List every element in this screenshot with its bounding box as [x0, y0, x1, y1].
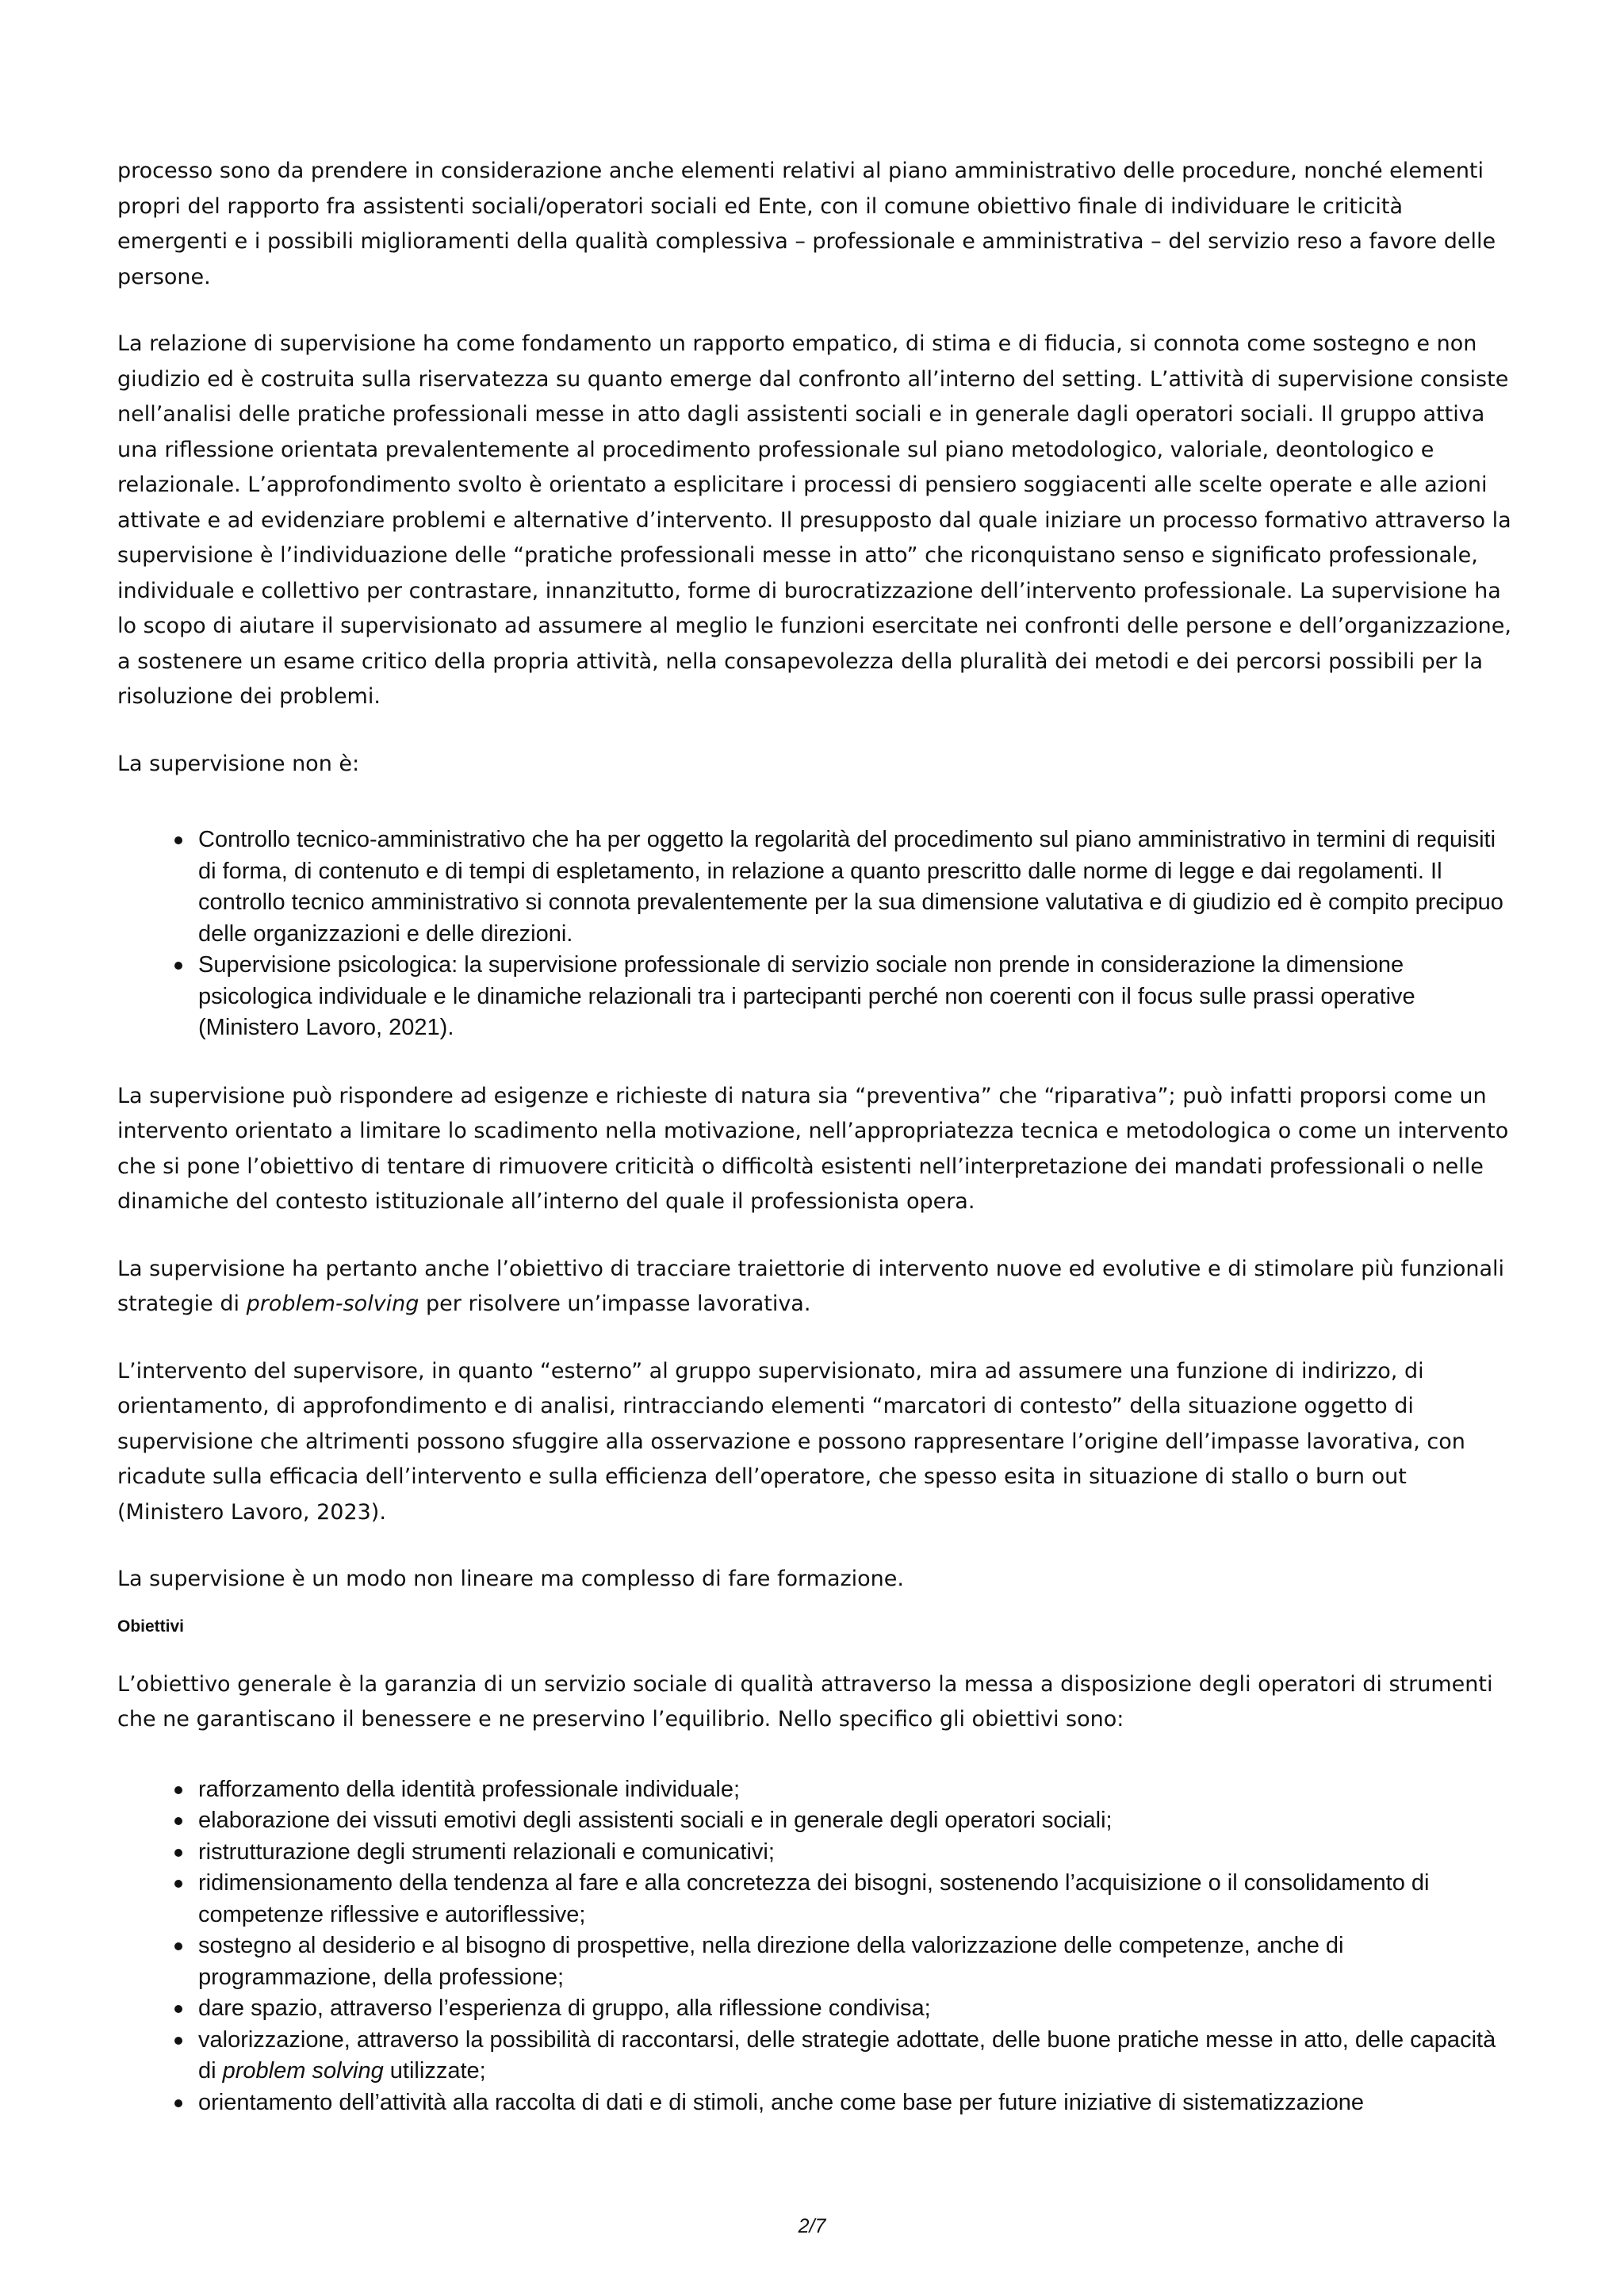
bullet-icon: [174, 1849, 182, 1857]
list-item: [198, 1931, 1513, 1993]
list-item-text: ridimensionamento della tendenza al fare e alla concretezza dei bisogni, sostenendo l’acquisizione o il consolidamento di competenze riflessive e autoriflessive;: [198, 1870, 1430, 1927]
list-item: [198, 1805, 1513, 1837]
bullet-icon: [174, 1880, 182, 1888]
list-item-text: elaborazione dei vissuti emotivi degli assistenti sociali e in generale degli operatori sociali;: [198, 1808, 1113, 1833]
text-run: per risolvere un’impasse lavorativa.: [419, 1292, 811, 1316]
bullet-icon: [174, 2099, 182, 2107]
text-run: valorizzazione, attraverso la possibilità di raccontarsi, delle strategie adottate, delle buone pratiche messe in atto, delle capacità di: [198, 2026, 1496, 2084]
paragraph: [117, 1252, 1513, 1322]
bullet-icon: [174, 836, 182, 844]
list-item: [198, 1868, 1513, 1931]
page-content: [117, 154, 1513, 2118]
bullet-icon: [174, 1786, 182, 1794]
bullet-icon: [174, 2037, 182, 2045]
text-run: La supervisione ha pertanto anche l’obiettivo di tracciare traiettorie di intervento nuove ed evolutive e di stimolare più funzionali strategie di: [117, 1256, 1505, 1316]
list-item: [198, 2087, 1513, 2119]
paragraph: L’intervento del supervisore, in quanto “esterno” al gruppo supervisionato, mira ad assumere una funzione di indirizzo, di orientamento, di approfondimento e di analisi, rintracciando elementi “marcatori di contesto” della situazione oggetto di supervisione che altrimenti possono sfuggire alla osservazione e possono rappresentare l’origine dell’impasse lavorativa, con ricadute sulla efficacia dell’intervento e sulla efficienza dell’operatore, che spesso esita in situazione di stallo o burn out (Ministero Lavoro, 2023).: [117, 1358, 1465, 1525]
list-item: [198, 1993, 1513, 2025]
list-item-text: orientamento dell’attività alla raccolta di dati e di stimoli, anche come base per future iniziative di sistematizzazione: [198, 2089, 1365, 2115]
objectives-list: [117, 1774, 1513, 2119]
list-item-text: Controllo tecnico-amministrativo che ha per oggetto la regolarità del procedimento sul piano amministrativo in termini di requisiti di forma, di contenuto e di tempi di espletamento, in relazione a quanto prescritto dalle norme di legge e dai regolamenti. Il controllo tecnico amministrativo si connota prevalentemente per la sua dimensione valutativa e di giudizio ed è compito precipuo delle organizzazioni e delle direzioni.: [198, 827, 1503, 947]
bullet-icon: [174, 962, 182, 970]
text-run: utilizzate;: [383, 2058, 486, 2084]
italic-term: problem-solving: [246, 1292, 419, 1316]
paragraph: La supervisione è un modo non lineare ma complesso di fare formazione.: [117, 1567, 904, 1591]
list-item: [198, 950, 1513, 1044]
list-item: [198, 1774, 1513, 1806]
list-item-text: Supervisione psicologica: la supervisione professionale di servizio sociale non prende in considerazione la dimensione psicologica individuale e le dinamiche relazionali tra i partecipanti perché non coerenti con il focus sulle prassi operative (Ministero Lavoro, 2021).: [198, 952, 1415, 1040]
paragraph: La relazione di supervisione ha come fondamento un rapporto empatico, di stima e di fiducia, si connota come sostegno e non giudizio ed è costruita sulla riservatezza su quanto emerge dal confronto all’interno del setting. L’attività di supervisione consiste nell’analisi delle pratiche professionali messe in atto dagli assistenti sociali e in generale dagli operatori sociali. Il gruppo attiva una riflessione orientata prevalentemente al procedimento professionale sul piano metodologico, valoriale, deontologico e relazionale. L’approfondimento svolto è orientato a esplicitare i processi di pensiero soggiacenti alle scelte operate e alle azioni attivate e ad evidenziare problemi e alternative d’intervento. Il presupposto dal quale iniziare un processo formativo attraverso la supervisione è l’individuazione delle “pratiche professionali messe in atto” che riconquistano senso e significato professionale, individuale e collettivo per contrastare, innanzitutto, forme di burocratizzazione dell’intervento professionale. La supervisione ha lo scopo di aiutare il supervisionato ad assumere al meglio le funzioni esercitate nei confronti delle persone e dell’organizzazione, a sostenere un esame critico della propria attività, nella consapevolezza della pluralità dei metodi e dei percorsi possibili per la risoluzione dei problemi.: [117, 331, 1511, 709]
page-number: 2/7: [798, 2215, 826, 2237]
section-heading: Obiettivi: [117, 1617, 185, 1636]
list-item: [198, 825, 1513, 950]
list-item: [198, 2025, 1513, 2087]
bullet-icon: [174, 2005, 182, 2013]
bullet-icon: [174, 1942, 182, 1950]
paragraph: L’obiettivo generale è la garanzia di un servizio sociale di qualità attraverso la messa a disposizione degli operatori di strumenti che ne garantiscano il benessere e ne preservino l’equilibrio. Nello specifico gli obiettivi sono:: [117, 1671, 1493, 1732]
not-list: [117, 825, 1513, 1044]
list-item-text: ristrutturazione degli strumenti relazionali e comunicativi;: [198, 1839, 775, 1865]
paragraph: processo sono da prendere in considerazione anche elementi relativi al piano amministrativo delle procedure, nonché elementi propri del rapporto fra assistenti sociali/operatori sociali ed Ente, con il comune obiettivo finale di individuare le criticità emergenti e i possibili miglioramenti della qualità complessiva – professionale e amministrativa – del servizio reso a favore delle persone.: [117, 159, 1496, 289]
italic-term: problem solving: [222, 2058, 384, 2084]
bullet-icon: [174, 1817, 182, 1825]
list-item-text: sostegno al desiderio e al bisogno di prospettive, nella direzione della valorizzazione delle competenze, anche di programmazione, della professione;: [198, 1933, 1344, 1990]
paragraph: La supervisione non è:: [117, 751, 360, 776]
list-item: [198, 1837, 1513, 1869]
paragraph: La supervisione può rispondere ad esigenze e richieste di natura sia “preventiva” che “riparativa”; può infatti proporsi come un intervento orientato a limitare lo scadimento nella motivazione, nell’appropriatezza tecnica e metodologica o come un intervento che si pone l’obiettivo di tentare di rimuovere criticità o difficoltà esistenti nell’interpretazione dei mandati professionali o nelle dinamiche del contesto istituzionale all’interno del quale il professionista opera.: [117, 1083, 1509, 1214]
list-item-text: dare spazio, attraverso l’esperienza di gruppo, alla riflessione condivisa;: [198, 1996, 931, 2021]
list-item-text: rafforzamento della identità professionale individuale;: [198, 1776, 741, 1802]
